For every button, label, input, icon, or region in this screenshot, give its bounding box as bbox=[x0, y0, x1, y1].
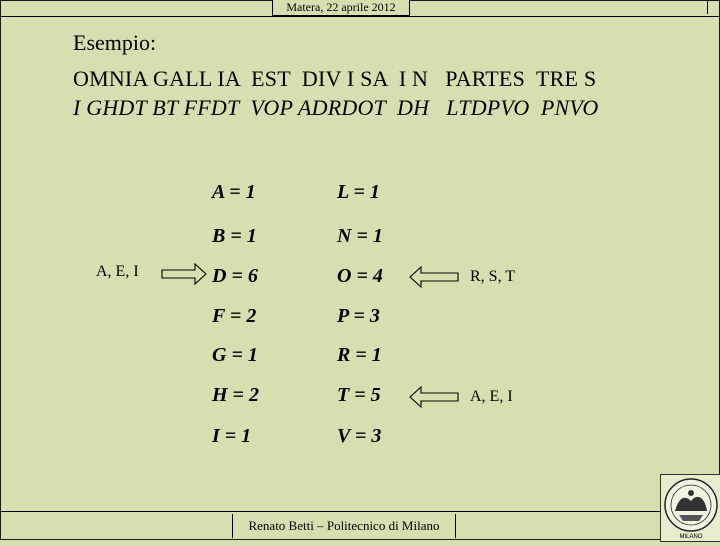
ciphertext-line: I GHDT BT FFDT VOP ADRDOT DH LTDPVO PNVO bbox=[73, 95, 599, 120]
politecnico-seal-icon bbox=[660, 474, 720, 542]
count-p: P = 3 bbox=[337, 305, 380, 327]
count-t: T = 5 bbox=[337, 384, 381, 406]
count-n: N = 1 bbox=[337, 225, 383, 247]
count-a: A = 1 bbox=[212, 181, 256, 203]
count-r: R = 1 bbox=[337, 344, 382, 366]
arrow-left-icon bbox=[409, 266, 459, 288]
count-h: H = 2 bbox=[212, 384, 259, 406]
header-title: Matera, 22 aprile 2012 bbox=[272, 0, 410, 16]
count-l: L = 1 bbox=[337, 181, 380, 203]
note-right-consonants: R, S, T bbox=[470, 268, 516, 285]
arrow-left-icon bbox=[409, 386, 459, 408]
count-o: O = 4 bbox=[337, 265, 383, 287]
count-g: G = 1 bbox=[212, 344, 258, 366]
note-left-vowels: A, E, I bbox=[96, 263, 139, 280]
plaintext-line: OMNIA GALL IA EST DIV I SA I N PARTES TRE S bbox=[73, 66, 597, 91]
header-bar bbox=[0, 0, 720, 17]
note-right-vowels: A, E, I bbox=[470, 388, 513, 405]
count-d: D = 6 bbox=[212, 265, 258, 287]
count-f: F = 2 bbox=[212, 305, 257, 327]
footer-credit: Renato Betti – Politecnico di Milano bbox=[232, 514, 456, 538]
section-label: Esempio: bbox=[73, 30, 157, 55]
arrow-right-icon bbox=[161, 263, 207, 285]
logo-text: MILANO bbox=[679, 534, 703, 540]
count-v: V = 3 bbox=[337, 425, 382, 447]
header-corner-box bbox=[707, 0, 720, 14]
count-i: I = 1 bbox=[212, 425, 252, 447]
count-b: B = 1 bbox=[212, 225, 257, 247]
